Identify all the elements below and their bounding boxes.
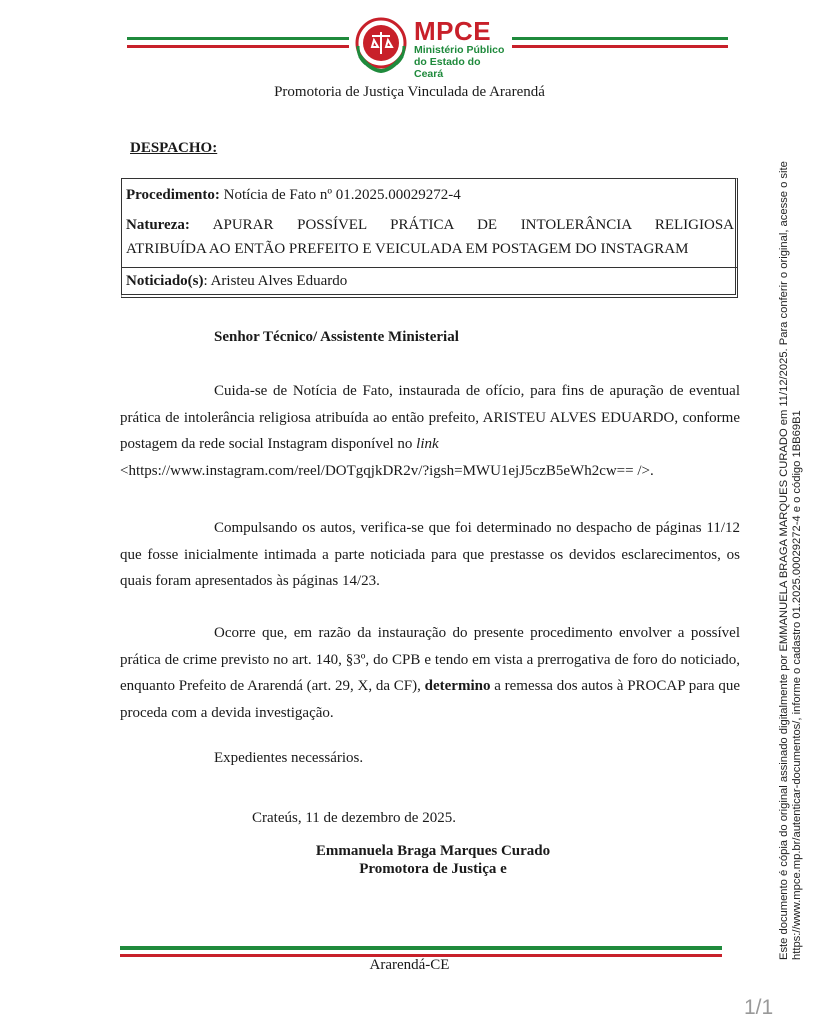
box-divider <box>121 267 738 268</box>
despacho-title: DESPACHO: <box>130 140 218 156</box>
instagram-url[interactable]: <https://www.instagram.com/reel/DOTgqjkDR2v/?igsh=MWU1ejJ5czB5eWh2cw== />. <box>120 462 654 479</box>
natureza-line-2: ATRIBUÍDA AO ENTÃO PREFEITO E VEICULADA EM POSTAGEM DO INSTAGRAM <box>126 241 689 257</box>
natureza-label: Natureza: <box>126 217 190 233</box>
mpce-seal-icon <box>352 16 410 74</box>
paragraph-1 <box>120 378 740 484</box>
paragraph-2 <box>120 515 740 595</box>
date-line: Crateús, 11 de dezembro de 2025. <box>252 810 456 826</box>
logo-subtitle-line2: do Estado do Ceará <box>414 56 481 80</box>
noticiado-value: : Aristeu Alves Eduardo <box>203 273 348 289</box>
logo-title: MPCE <box>414 16 492 46</box>
procedimento-label: Procedimento: <box>126 187 220 203</box>
logo-subtitle-line1: Ministério Público <box>414 44 505 56</box>
expedientes: Expedientes necessários. <box>214 750 364 766</box>
page-indicator: 1/1 <box>744 996 774 1019</box>
authentication-note <box>778 100 804 960</box>
noticiado-row <box>126 273 347 290</box>
authentication-note-line2: https://www.mpce.mp.br/autenticar-documentos/, informe o cadastro 01.2025.00029272-4 e o código 1BB69B1 <box>791 410 803 960</box>
header-line-green-right <box>512 37 728 40</box>
noticiado-label: Noticiado(s) <box>126 273 204 289</box>
paragraph-2-text: Compulsando os autos, verifica-se que foi determinado no despacho de páginas 11/12 que fosse inicialmente intimada a parte noticiada para que prestasse os devidos esclarecimentos, os quais foram apresentados às páginas 14/23. <box>120 520 740 589</box>
procedure-box <box>121 178 738 298</box>
salutation: Senhor Técnico/ Assistente Ministerial <box>214 329 459 345</box>
procedimento-value: Notícia de Fato nº 01.2025.00029272-4 <box>219 187 461 203</box>
paragraph-3-before: Ocorre que, em razão da instauração do presente procedimento envolver a possível prática de crime previsto no art. 140, §3º, do CPB e tendo em vista a prerrogativa de foro do noticiado, enquanto Prefeito de Ararendá (art. 29, X, da CF), <box>120 625 740 694</box>
paragraph-3-bold: determino <box>424 678 491 694</box>
paragraph-3-after: a remessa dos autos à PROCAP para que proceda com a devida investigação. <box>120 678 740 721</box>
footer-city: Ararendá-CE <box>369 957 450 973</box>
signer-role: Promotora de Justiça e <box>359 861 507 877</box>
mpce-logo <box>352 16 512 80</box>
paragraph-3 <box>120 620 740 726</box>
paragraph-1-link-word: link <box>416 436 439 452</box>
header-line-red-left <box>127 45 349 48</box>
footer-line-green <box>120 946 722 950</box>
promotoria-heading: Promotoria de Justiça Vinculada de Ararendá <box>274 84 545 100</box>
paragraph-1-text: Cuida-se de Notícia de Fato, instaurada de ofício, para fins de apuração de eventual prática de intolerância religiosa atribuída ao então prefeito, ARISTEU ALVES EDUARDO, conforme postagem da rede social Instagram disponível no <box>120 383 740 452</box>
natureza-line-1: APURAR POSSÍVEL PRÁTICA DE INTOLERÂNCIA RELIGIOSA <box>212 217 734 233</box>
header-line-red-right <box>512 45 728 48</box>
authentication-note-line1: Este documento é cópia do original assinado digitalmente por EMMANUELA BRAGA MARQUES CURADO em 11/12/2025. Para conferir o original, acesse o site <box>778 161 790 960</box>
procedimento-row <box>126 187 461 204</box>
natureza-row-1 <box>126 217 734 234</box>
natureza-row-2 <box>126 241 736 258</box>
signer-name: Emmanuela Braga Marques Curado <box>315 843 551 859</box>
header-line-green-left <box>127 37 349 40</box>
